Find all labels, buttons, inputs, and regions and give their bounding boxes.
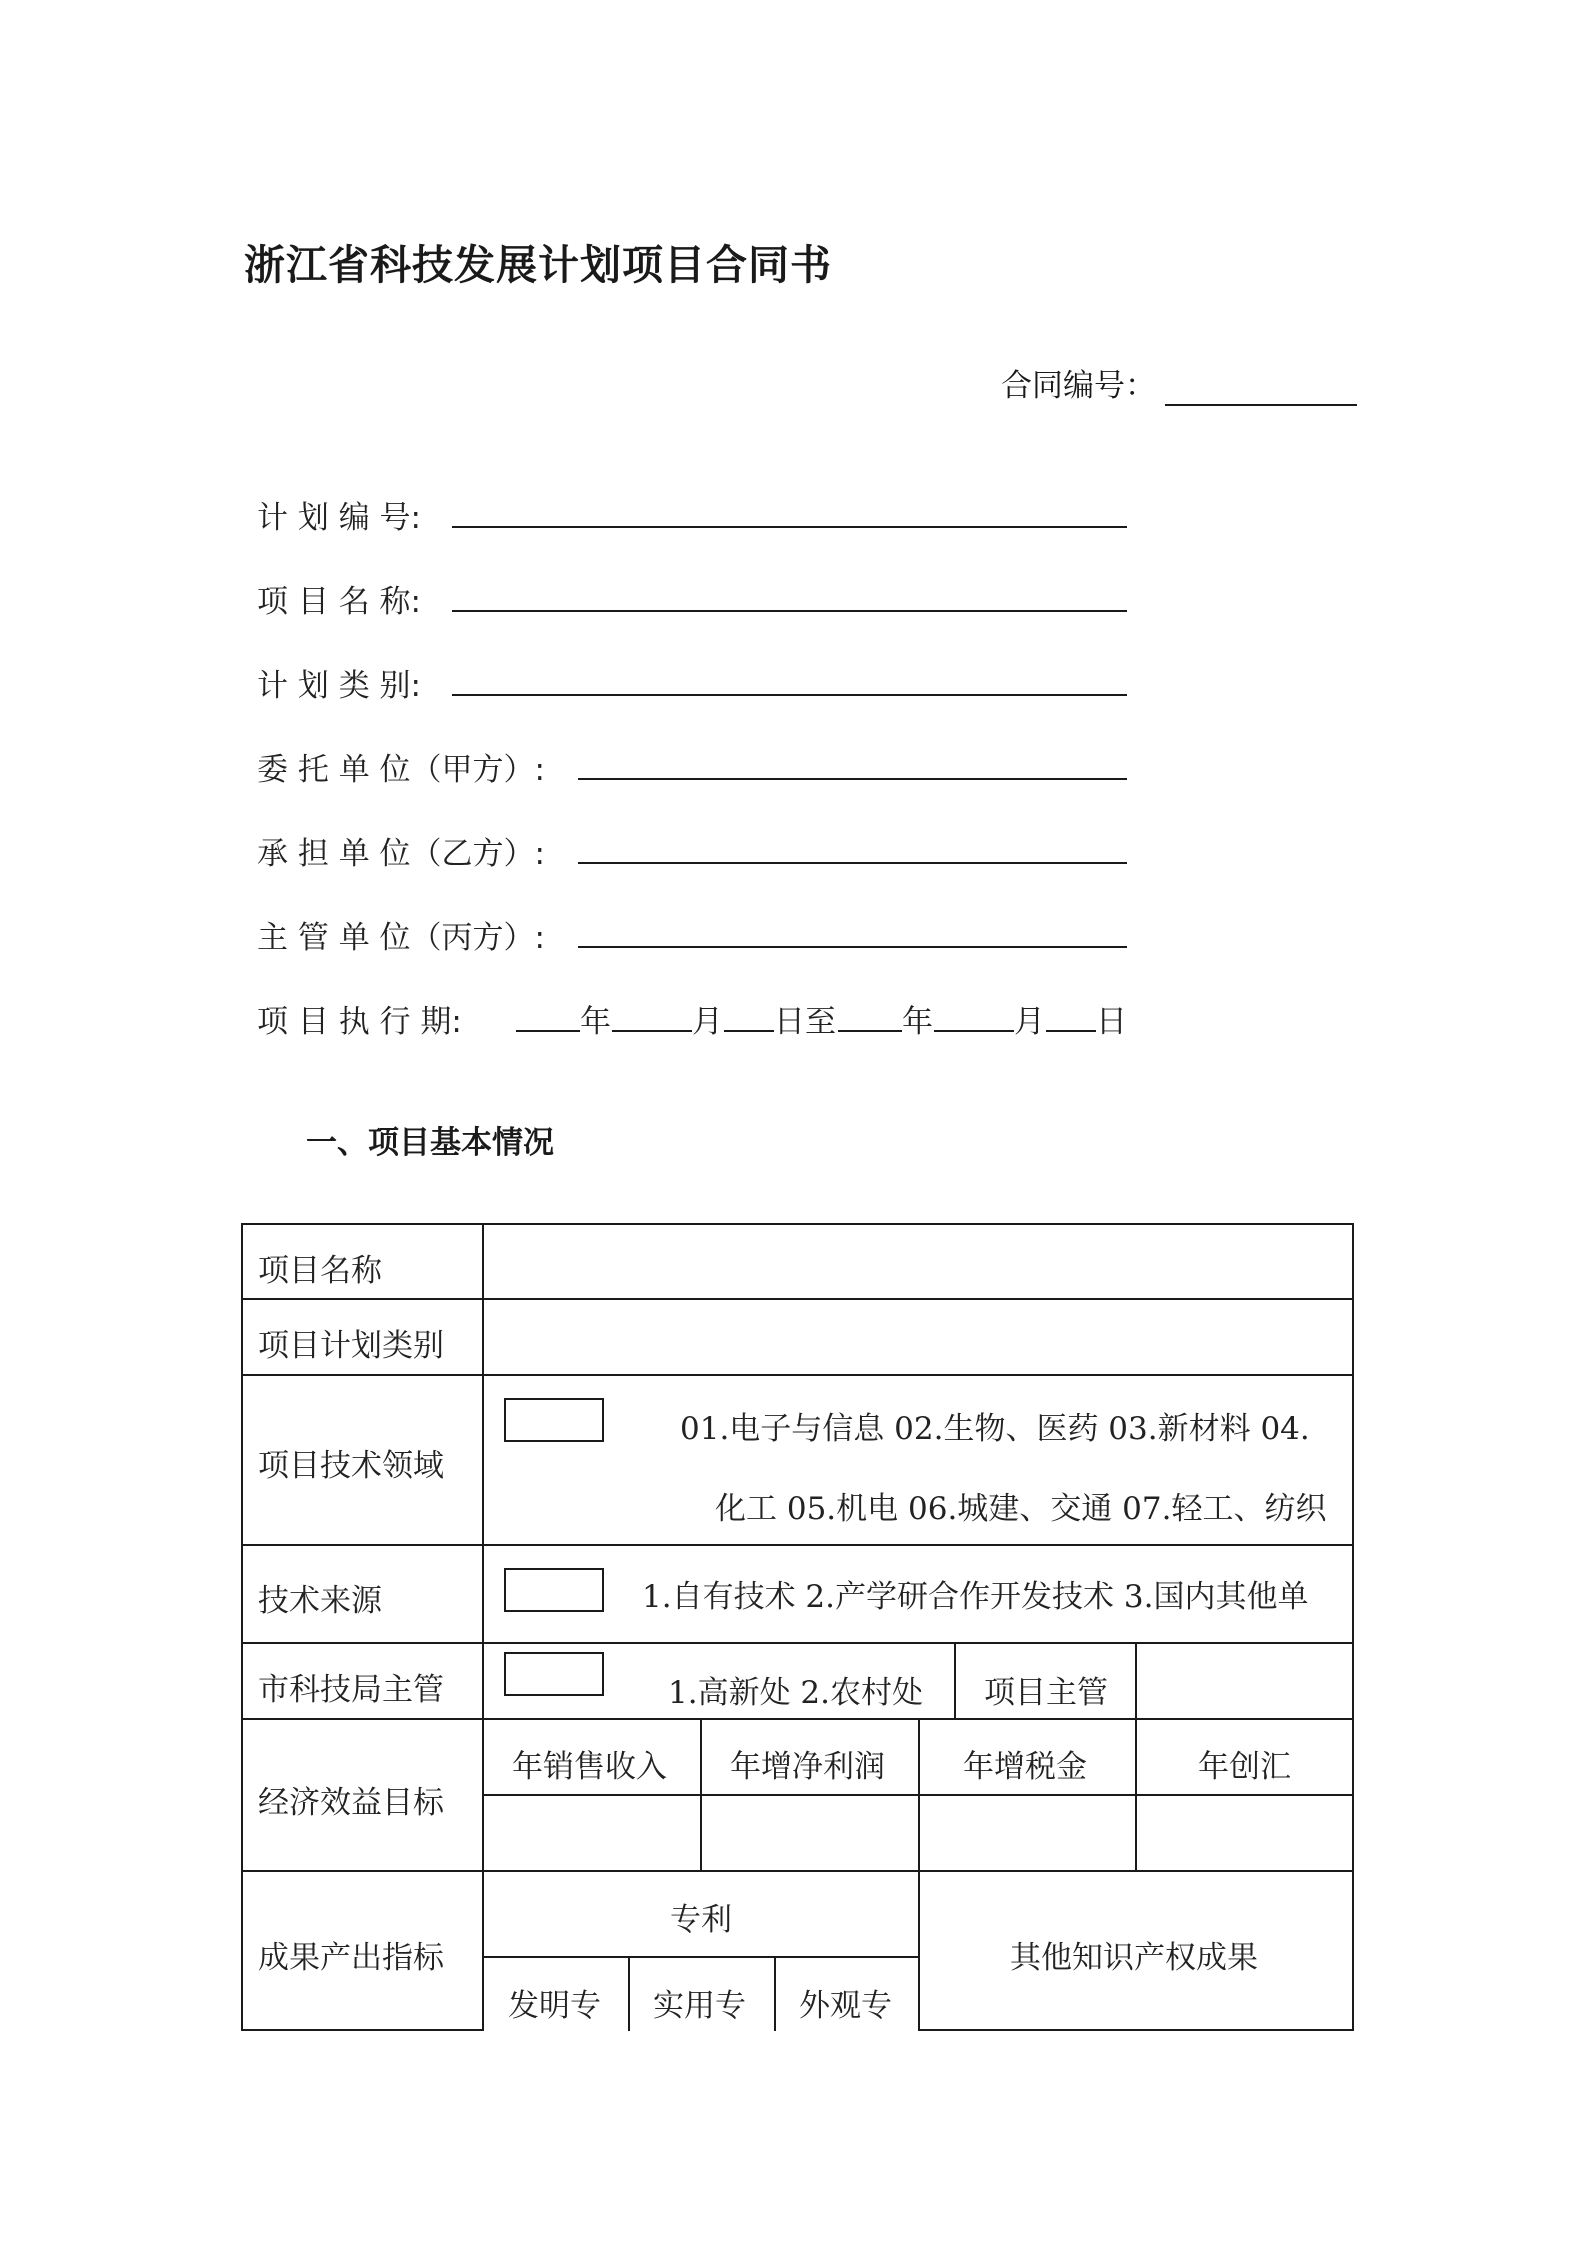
plan-number-label: 计 划 编 号: [257,500,422,536]
patent-type-invention: 发明专 [508,1988,601,2024]
table-border-right [1352,1223,1354,2031]
economic-net-profit-input[interactable] [704,1798,916,1868]
row-label-project-name: 项目名称 [258,1253,382,1289]
plan-category-input[interactable] [486,1302,1350,1372]
tech-source-code-box[interactable] [504,1568,604,1612]
row-label-economic: 经济效益目标 [258,1785,444,1821]
economic-header-sales: 年销售收入 [512,1749,667,1785]
economic-tax-input[interactable] [922,1798,1133,1868]
city-bureau-options: 1.高新处 2.农村处 [668,1675,924,1711]
tech-source-options: 1.自有技术 2.产学研合作开发技术 3.国内其他单 [642,1579,1309,1615]
row-label-tech-field: 项目技术领域 [258,1448,444,1484]
economic-header-net-profit: 年增净利润 [730,1749,885,1785]
economic-header-tax: 年增税金 [963,1749,1087,1785]
end-month-field[interactable] [934,1030,1014,1032]
plan-category-field[interactable] [452,694,1127,696]
start-year-field[interactable] [516,1030,580,1032]
row-divider [241,1870,1354,1872]
party-b-field[interactable] [578,862,1127,864]
table-border-bottom [241,2029,484,2031]
bureau-col-divider [1135,1642,1137,1720]
economic-col-divider [1135,1718,1137,1872]
contract-number-label: 合同编号： [1001,368,1156,404]
economic-col-divider [918,1718,920,1872]
start-year-unit: 年 [580,1004,611,1040]
row-label-city-bureau: 市科技局主管 [258,1672,444,1708]
end-day-field[interactable] [1046,1030,1096,1032]
plan-number-field[interactable] [452,526,1127,528]
economic-header-forex: 年创汇 [1198,1749,1291,1785]
start-day-field[interactable] [724,1030,774,1032]
row-label-tech-source: 技术来源 [258,1583,382,1619]
patent-type-utility: 实用专 [653,1988,746,2024]
patent-col-divider [628,1956,630,2031]
patent-type-design: 外观专 [799,1988,892,2024]
end-year-field[interactable] [838,1030,902,1032]
row-label-output: 成果产出指标 [258,1940,444,1976]
table-border-top [241,1223,1354,1225]
economic-forex-input[interactable] [1139,1798,1350,1868]
start-day-to: 日至 [774,1004,836,1040]
patent-inner-divider [482,1956,920,1958]
row-divider [241,1298,1354,1300]
tech-field-code-box[interactable] [504,1398,604,1442]
project-name-label: 项 目 名 称: [257,584,422,620]
party-c-label: 主 管 单 位（丙方）: [257,920,546,956]
other-ip-header: 其他知识产权成果 [1010,1940,1258,1976]
project-supervisor-input[interactable] [1139,1646,1350,1716]
party-b-label: 承 担 单 位（乙方）: [257,836,546,872]
party-c-field[interactable] [578,946,1127,948]
end-month-unit: 月 [1014,1004,1045,1040]
project-name-input[interactable] [486,1227,1350,1296]
project-name-field[interactable] [452,610,1127,612]
patent-col-divider [774,1956,776,2031]
row-label-plan-category: 项目计划类别 [258,1328,444,1364]
city-bureau-code-box[interactable] [504,1652,604,1696]
document-title: 浙江省科技发展计划项目合同书 [244,241,832,289]
table-label-divider [482,1223,484,2031]
row-divider [241,1718,1354,1720]
execution-period-label: 项 目 执 行 期: [257,1004,462,1040]
party-a-field[interactable] [578,778,1127,780]
row-divider [241,1374,1354,1376]
start-month-unit: 月 [692,1004,723,1040]
tech-field-options-line1: 01.电子与信息 02.生物、医药 03.新材料 04. [680,1411,1310,1447]
project-supervisor-label: 项目主管 [984,1675,1108,1711]
start-month-field[interactable] [612,1030,692,1032]
output-col-divider [918,1870,920,2031]
end-day-unit: 日 [1096,1004,1127,1040]
economic-col-divider [700,1718,702,1872]
end-year-unit: 年 [902,1004,933,1040]
party-a-label: 委 托 单 位（甲方）: [257,752,546,788]
table-border-left [241,1223,243,2031]
table-border-bottom [918,2029,1354,2031]
plan-category-label: 计 划 类 别: [257,668,422,704]
economic-sales-input[interactable] [486,1798,698,1868]
bureau-col-divider [954,1642,956,1720]
tech-field-options-line2: 化工 05.机电 06.城建、交通 07.轻工、纺织 [715,1491,1327,1527]
patent-header: 专利 [670,1902,732,1938]
row-divider [241,1544,1354,1546]
row-divider [241,1642,1354,1644]
contract-number-field[interactable] [1165,404,1357,406]
section-heading-basic-info: 一、项目基本情况 [306,1125,554,1161]
